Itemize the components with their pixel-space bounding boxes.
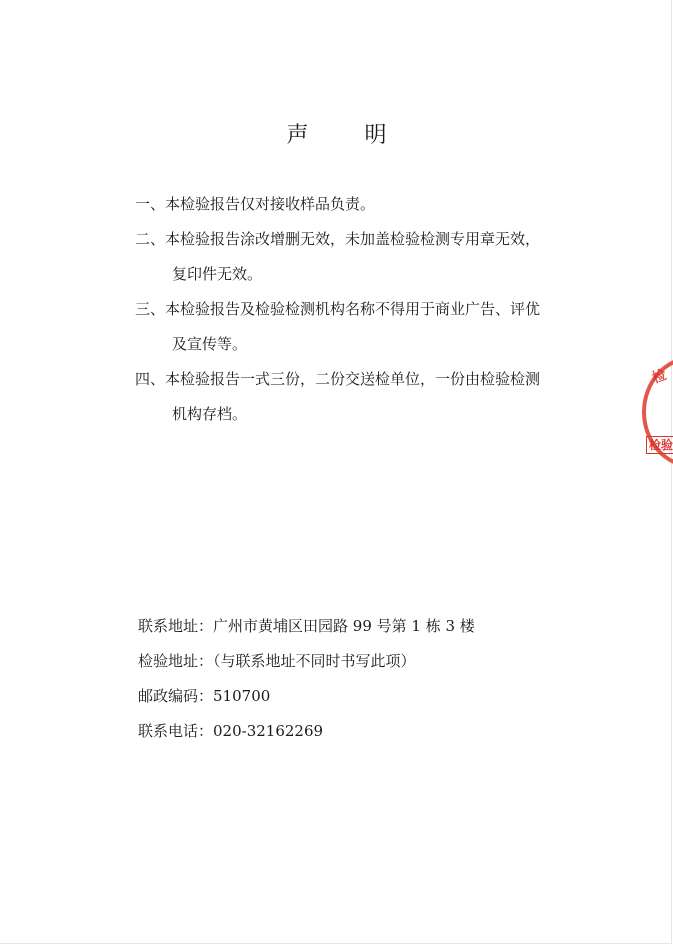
seal-text-top: 检 xyxy=(650,367,669,387)
clause-1 xyxy=(135,187,595,222)
clause-2-continuation: 复印件无效。 xyxy=(172,265,263,283)
phone-label: 联系电话： xyxy=(138,722,214,740)
clause-3 xyxy=(135,292,595,362)
contact-address-row xyxy=(138,616,475,636)
clause-4-continuation: 机构存档。 xyxy=(172,405,248,423)
contact-address-label: 联系地址： xyxy=(138,617,214,635)
clause-1-number: 一、 xyxy=(135,195,166,213)
postal-code-label: 邮政编码： xyxy=(138,687,214,705)
contact-address-value: 广州市黄埔区田园路 99 号第 1 栋 3 楼 xyxy=(213,617,475,635)
clause-4-text: 本检验报告一式三份，二份交送检单位，一份由检验检测 xyxy=(165,370,541,388)
official-seal-stamp xyxy=(638,352,673,476)
clause-2-text: 本检验报告涂改增删无效，未加盖检验检测专用章无效， xyxy=(165,230,541,248)
clause-3-number: 三、 xyxy=(135,300,166,318)
postal-code-row xyxy=(138,686,270,706)
phone-value: 020-32162269 xyxy=(213,722,324,740)
seal-text-bottom: 检验 xyxy=(646,436,673,454)
phone-row xyxy=(138,721,323,741)
clause-4 xyxy=(135,362,595,432)
inspection-address-label: 检验地址： xyxy=(138,652,214,670)
clause-3-continuation: 及宣传等。 xyxy=(172,335,248,353)
title-char-1: 声 xyxy=(286,123,309,148)
clause-2 xyxy=(135,222,595,292)
inspection-address-value: （与联系地址不同时书写此项） xyxy=(213,652,416,670)
title-char-2: 明 xyxy=(364,123,387,148)
postal-code-value: 510700 xyxy=(213,687,271,705)
clause-1-text: 本检验报告仅对接收样品负责。 xyxy=(165,195,376,213)
clause-3-text: 本检验报告及检验检测机构名称不得用于商业广告、评优 xyxy=(165,300,541,318)
clause-4-number: 四、 xyxy=(135,370,166,388)
inspection-address-row xyxy=(138,651,416,671)
clause-2-number: 二、 xyxy=(135,230,166,248)
page-title xyxy=(0,118,673,149)
